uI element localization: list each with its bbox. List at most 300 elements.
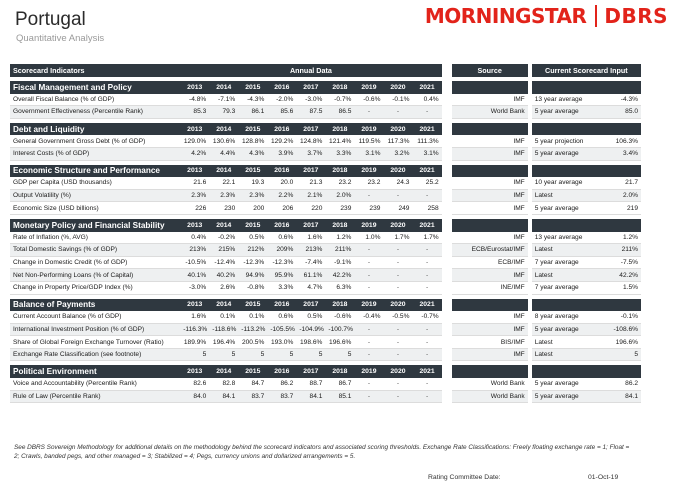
value-cell: -0.7% [325, 94, 354, 107]
value-cell: 196.6% [325, 336, 354, 349]
value-cell: 22.1 [209, 177, 238, 190]
source-cell: ECB/Eurostat/IMF [452, 244, 528, 257]
value-cell: 84.1 [209, 391, 238, 404]
value-cell: 2.6% [209, 282, 238, 295]
value-cell: 24.3 [383, 177, 412, 190]
value-cell: 1.6% [180, 311, 209, 324]
value-cell: -12.4% [209, 257, 238, 270]
row-gap [442, 336, 452, 349]
source-cell: IMF [452, 349, 528, 362]
value-cell: 86.7 [325, 378, 354, 391]
value-cell: - [354, 282, 383, 295]
value-cell: 198.6% [296, 336, 325, 349]
value-cell: 86.5 [325, 106, 354, 119]
value-cell: 21.3 [296, 177, 325, 190]
table-row [10, 349, 641, 362]
current-value-cell: -0.1% [591, 311, 641, 324]
year-label: 2016 [267, 219, 296, 232]
row-gap [442, 257, 452, 270]
row-gap [442, 202, 452, 215]
current-value-cell: -4.3% [591, 94, 641, 107]
year-label: 2018 [325, 165, 354, 178]
year-label: 2021 [412, 299, 441, 312]
value-cell: 21.6 [180, 177, 209, 190]
section-gap [442, 123, 452, 136]
value-cell: 4.2% [180, 148, 209, 161]
year-label: 2014 [209, 165, 238, 178]
year-label: 2021 [412, 123, 441, 136]
section-current-blank [532, 299, 641, 312]
value-cell: - [383, 391, 412, 404]
value-cell: 5 [209, 349, 238, 362]
table-row [10, 311, 641, 324]
table-row [10, 336, 641, 349]
dbrs-logo: DBRS [604, 4, 668, 28]
value-cell: -0.2% [209, 232, 238, 245]
value-cell: 86.1 [238, 106, 267, 119]
value-cell: 1.2% [325, 232, 354, 245]
value-cell: -2.0% [267, 94, 296, 107]
value-cell: -7.4% [296, 257, 325, 270]
value-cell: 239 [325, 202, 354, 215]
value-cell: 25.2 [412, 177, 441, 190]
year-label: 2015 [238, 165, 267, 178]
value-cell: 0.5% [296, 311, 325, 324]
value-cell: 4.4% [209, 148, 238, 161]
value-cell: 1.0% [354, 232, 383, 245]
morningstar-logo: MORNINGSTAR [424, 4, 587, 28]
value-cell: 85.3 [180, 106, 209, 119]
table-row [10, 391, 641, 404]
value-cell: 20.0 [267, 177, 296, 190]
value-cell: 215% [209, 244, 238, 257]
source-cell: World Bank [452, 106, 528, 119]
value-cell: - [383, 257, 412, 270]
section-current-blank [532, 165, 641, 178]
current-value-cell: -7.5% [591, 257, 641, 270]
value-cell: 130.6% [209, 135, 238, 148]
table-row [10, 269, 641, 282]
value-cell: 1.6% [296, 232, 325, 245]
value-cell: 128.8% [238, 135, 267, 148]
source-cell: BIS/IMF [452, 336, 528, 349]
value-cell: 189.9% [180, 336, 209, 349]
section-name: Political Environment [10, 365, 180, 378]
footnote: See DBRS Sovereign Methodology for additional details on the methodology behind the scorecard indicators and associated scoring thresholds. Exchange Rate Classifications: Freely floating exchange rate = 1; Float = 2; Crawls, banded pegs, and other managed = 3; Stabilized = 4; Pegs, currency unions and dollarized arrangements = 5. [14, 444, 630, 460]
year-label: 2014 [209, 365, 238, 378]
row-gap [442, 135, 452, 148]
value-cell: 2.0% [325, 190, 354, 203]
section-source-blank [452, 365, 528, 378]
table-row [10, 177, 641, 190]
current-value-cell: 85.0 [591, 106, 641, 119]
indicator-label: Share of Global Foreign Exchange Turnover (Ratio) [10, 336, 180, 349]
indicator-label: Rule of Law (Percentile Rank) [10, 391, 180, 404]
value-cell: 4.3% [238, 148, 267, 161]
logo-divider [595, 5, 597, 27]
current-value-cell: 5 [591, 349, 641, 362]
row-gap [442, 349, 452, 362]
value-cell: 0.6% [267, 232, 296, 245]
value-cell: -104.9% [296, 324, 325, 337]
value-cell: - [412, 349, 441, 362]
year-label: 2014 [209, 123, 238, 136]
current-value-cell: 106.3% [591, 135, 641, 148]
period-cell: 5 year average [532, 378, 591, 391]
indicator-label: International Investment Position (% of GDP) [10, 324, 180, 337]
year-label: 2016 [267, 123, 296, 136]
year-label: 2017 [296, 123, 325, 136]
value-cell: 4.7% [296, 282, 325, 295]
value-cell: -4.8% [180, 94, 209, 107]
table-row [10, 324, 641, 337]
period-cell: Latest [532, 190, 591, 203]
year-label: 2015 [238, 123, 267, 136]
year-label: 2020 [383, 365, 412, 378]
year-label: 2013 [180, 299, 209, 312]
value-cell: - [383, 324, 412, 337]
value-cell: -116.3% [180, 324, 209, 337]
section-header [10, 299, 641, 312]
source-cell: IMF [452, 269, 528, 282]
source-cell: World Bank [452, 378, 528, 391]
header-annual-data: Annual Data [180, 64, 441, 77]
value-cell: -3.0% [296, 94, 325, 107]
value-cell: 258 [412, 202, 441, 215]
row-gap [442, 177, 452, 190]
year-label: 2014 [209, 219, 238, 232]
indicator-label: Change in Property Price/GDP Index (%) [10, 282, 180, 295]
page-title: Portugal [15, 9, 86, 30]
value-cell: 3.3% [325, 148, 354, 161]
year-label: 2019 [354, 123, 383, 136]
current-value-cell: 86.2 [591, 378, 641, 391]
rating-committee-label: Rating Committee Date: [428, 474, 501, 481]
year-label: 2021 [412, 81, 441, 94]
value-cell: - [383, 269, 412, 282]
table-row [10, 135, 641, 148]
value-cell: 212% [238, 244, 267, 257]
header-current-input: Current Scorecard Input [532, 64, 641, 77]
value-cell: 206 [267, 202, 296, 215]
value-cell: - [354, 336, 383, 349]
value-cell: 94.9% [238, 269, 267, 282]
period-cell: 7 year average [532, 257, 591, 270]
year-label: 2014 [209, 299, 238, 312]
year-label: 2020 [383, 165, 412, 178]
year-label: 2021 [412, 365, 441, 378]
table-row [10, 190, 641, 203]
value-cell: 3.1% [354, 148, 383, 161]
value-cell: 0.1% [238, 311, 267, 324]
value-cell: 79.3 [209, 106, 238, 119]
value-cell: - [354, 324, 383, 337]
section-source-blank [452, 123, 528, 136]
value-cell: 111.3% [412, 135, 441, 148]
value-cell: -118.6% [209, 324, 238, 337]
value-cell: - [412, 378, 441, 391]
value-cell: 83.7 [267, 391, 296, 404]
value-cell: -0.1% [383, 94, 412, 107]
current-value-cell: 1.2% [591, 232, 641, 245]
value-cell: 3.7% [296, 148, 325, 161]
value-cell: 84.0 [180, 391, 209, 404]
value-cell: 1.7% [412, 232, 441, 245]
current-value-cell: 3.4% [591, 148, 641, 161]
year-label: 2018 [325, 219, 354, 232]
value-cell: 220 [296, 202, 325, 215]
value-cell: 239 [354, 202, 383, 215]
table-row [10, 148, 641, 161]
scorecard-table [10, 64, 641, 403]
row-gap [442, 378, 452, 391]
value-cell: -9.1% [325, 257, 354, 270]
row-gap [442, 94, 452, 107]
current-value-cell: 211% [591, 244, 641, 257]
value-cell: 124.8% [296, 135, 325, 148]
indicator-label: General Government Gross Debt (% of GDP) [10, 135, 180, 148]
year-label: 2013 [180, 123, 209, 136]
value-cell: 5 [180, 349, 209, 362]
section-header [10, 365, 641, 378]
indicator-label: Rate of Inflation (%, AVG) [10, 232, 180, 245]
indicator-label: Net Non-Performing Loans (% of Capital) [10, 269, 180, 282]
value-cell: 5 [238, 349, 267, 362]
value-cell: - [354, 257, 383, 270]
value-cell: 23.2 [325, 177, 354, 190]
table-row [10, 257, 641, 270]
value-cell: - [412, 391, 441, 404]
value-cell: 213% [296, 244, 325, 257]
page-subtitle: Quantitative Analysis [16, 33, 105, 44]
value-cell: -7.1% [209, 94, 238, 107]
year-label: 2020 [383, 81, 412, 94]
header-indicators: Scorecard Indicators [10, 64, 180, 77]
section-current-blank [532, 219, 641, 232]
value-cell: -3.0% [180, 282, 209, 295]
value-cell: 1.7% [383, 232, 412, 245]
value-cell: 0.6% [267, 311, 296, 324]
value-cell: -0.6% [354, 94, 383, 107]
year-label: 2015 [238, 219, 267, 232]
period-cell: 13 year average [532, 94, 591, 107]
value-cell: -0.7% [412, 311, 441, 324]
value-cell: 193.0% [267, 336, 296, 349]
value-cell: 3.9% [267, 148, 296, 161]
period-cell: 5 year projection [532, 135, 591, 148]
table-row [10, 282, 641, 295]
year-label: 2017 [296, 299, 325, 312]
value-cell: 3.2% [383, 148, 412, 161]
section-gap [442, 165, 452, 178]
current-value-cell: 42.2% [591, 269, 641, 282]
indicator-label: Change in Domestic Credit (% of GDP) [10, 257, 180, 270]
section-current-blank [532, 81, 641, 94]
value-cell: -0.6% [325, 311, 354, 324]
period-cell: 5 year average [532, 148, 591, 161]
period-cell: 10 year average [532, 177, 591, 190]
current-value-cell: 84.1 [591, 391, 641, 404]
year-label: 2017 [296, 81, 325, 94]
period-cell: 5 year average [532, 324, 591, 337]
value-cell: - [412, 106, 441, 119]
section-name: Debt and Liquidity [10, 123, 180, 136]
row-gap [442, 190, 452, 203]
year-label: 2020 [383, 299, 412, 312]
source-cell: IMF [452, 311, 528, 324]
year-label: 2021 [412, 165, 441, 178]
section-current-blank [532, 365, 641, 378]
source-cell: IMF [452, 324, 528, 337]
value-cell: 200 [238, 202, 267, 215]
value-cell: 226 [180, 202, 209, 215]
value-cell: - [354, 106, 383, 119]
year-label: 2019 [354, 219, 383, 232]
value-cell: 61.1% [296, 269, 325, 282]
table-row [10, 378, 641, 391]
value-cell: 86.2 [267, 378, 296, 391]
value-cell: 87.5 [296, 106, 325, 119]
indicator-label: Economic Size (USD billions) [10, 202, 180, 215]
value-cell: 213% [180, 244, 209, 257]
year-label: 2015 [238, 81, 267, 94]
year-label: 2016 [267, 299, 296, 312]
section-source-blank [452, 219, 528, 232]
row-gap [442, 232, 452, 245]
indicator-label: Output Volatility (%) [10, 190, 180, 203]
value-cell: 211% [325, 244, 354, 257]
value-cell: 0.4% [412, 94, 441, 107]
value-cell: 209% [267, 244, 296, 257]
value-cell: 40.2% [209, 269, 238, 282]
value-cell: 5 [296, 349, 325, 362]
section-name: Monetary Policy and Financial Stability [10, 219, 180, 232]
value-cell: -12.3% [267, 257, 296, 270]
value-cell: -4.3% [238, 94, 267, 107]
value-cell: - [412, 282, 441, 295]
value-cell: 83.7 [238, 391, 267, 404]
table-header-row [10, 64, 641, 77]
value-cell: 23.2 [354, 177, 383, 190]
value-cell: 200.5% [238, 336, 267, 349]
value-cell: - [383, 106, 412, 119]
value-cell: - [354, 349, 383, 362]
value-cell: 88.7 [296, 378, 325, 391]
value-cell: - [354, 269, 383, 282]
current-value-cell: 196.6% [591, 336, 641, 349]
value-cell: - [383, 190, 412, 203]
source-cell: IMF [452, 135, 528, 148]
current-value-cell: 219 [591, 202, 641, 215]
table-row [10, 106, 641, 119]
value-cell: 230 [209, 202, 238, 215]
year-label: 2018 [325, 81, 354, 94]
value-cell: - [412, 324, 441, 337]
value-cell: -105.5% [267, 324, 296, 337]
row-gap [442, 148, 452, 161]
value-cell: 85.1 [325, 391, 354, 404]
value-cell: -12.3% [238, 257, 267, 270]
year-label: 2018 [325, 365, 354, 378]
table-row [10, 202, 641, 215]
period-cell: Latest [532, 349, 591, 362]
value-cell: - [383, 282, 412, 295]
source-cell: IMF [452, 190, 528, 203]
year-label: 2015 [238, 365, 267, 378]
value-cell: 5 [325, 349, 354, 362]
period-cell: Latest [532, 269, 591, 282]
value-cell: 196.4% [209, 336, 238, 349]
period-cell: 8 year average [532, 311, 591, 324]
indicator-label: Total Domestic Savings (% of GDP) [10, 244, 180, 257]
value-cell: - [412, 269, 441, 282]
section-gap [442, 81, 452, 94]
value-cell: - [354, 190, 383, 203]
value-cell: - [383, 349, 412, 362]
value-cell: 129.0% [180, 135, 209, 148]
current-value-cell: 21.7 [591, 177, 641, 190]
year-label: 2013 [180, 365, 209, 378]
indicator-label: Voice and Accountability (Percentile Rank) [10, 378, 180, 391]
value-cell: 40.1% [180, 269, 209, 282]
value-cell: -0.4% [354, 311, 383, 324]
period-cell: 7 year average [532, 282, 591, 295]
current-value-cell: -108.6% [591, 324, 641, 337]
rating-committee-date: 01-Oct-19 [588, 474, 619, 481]
value-cell: 19.3 [238, 177, 267, 190]
section-source-blank [452, 165, 528, 178]
section-source-blank [452, 299, 528, 312]
section-source-blank [452, 81, 528, 94]
value-cell: - [354, 378, 383, 391]
year-label: 2016 [267, 165, 296, 178]
value-cell: 2.2% [267, 190, 296, 203]
indicator-label: Exchange Rate Classification (see footnote) [10, 349, 180, 362]
value-cell: 42.2% [325, 269, 354, 282]
period-cell: 5 year average [532, 391, 591, 404]
section-gap [442, 365, 452, 378]
value-cell: 0.4% [180, 232, 209, 245]
header-source: Source [452, 64, 528, 77]
section-gap [442, 219, 452, 232]
year-label: 2014 [209, 81, 238, 94]
value-cell: 2.3% [238, 190, 267, 203]
year-label: 2018 [325, 299, 354, 312]
year-label: 2019 [354, 165, 383, 178]
period-cell: Latest [532, 336, 591, 349]
value-cell: - [383, 244, 412, 257]
value-cell: 2.3% [180, 190, 209, 203]
year-label: 2019 [354, 299, 383, 312]
row-gap [442, 269, 452, 282]
source-cell: World Bank [452, 391, 528, 404]
value-cell: - [383, 378, 412, 391]
table-row [10, 94, 641, 107]
period-cell: 13 year average [532, 232, 591, 245]
indicator-label: Current Account Balance (% of GDP) [10, 311, 180, 324]
source-cell: IMF [452, 148, 528, 161]
section-header [10, 81, 641, 94]
indicator-label: GDP per Capita (USD thousands) [10, 177, 180, 190]
value-cell: 95.9% [267, 269, 296, 282]
year-label: 2017 [296, 365, 325, 378]
value-cell: - [354, 244, 383, 257]
year-label: 2018 [325, 123, 354, 136]
source-cell: INE/IMF [452, 282, 528, 295]
value-cell: -100.7% [325, 324, 354, 337]
value-cell: - [383, 336, 412, 349]
value-cell: 2.3% [209, 190, 238, 203]
